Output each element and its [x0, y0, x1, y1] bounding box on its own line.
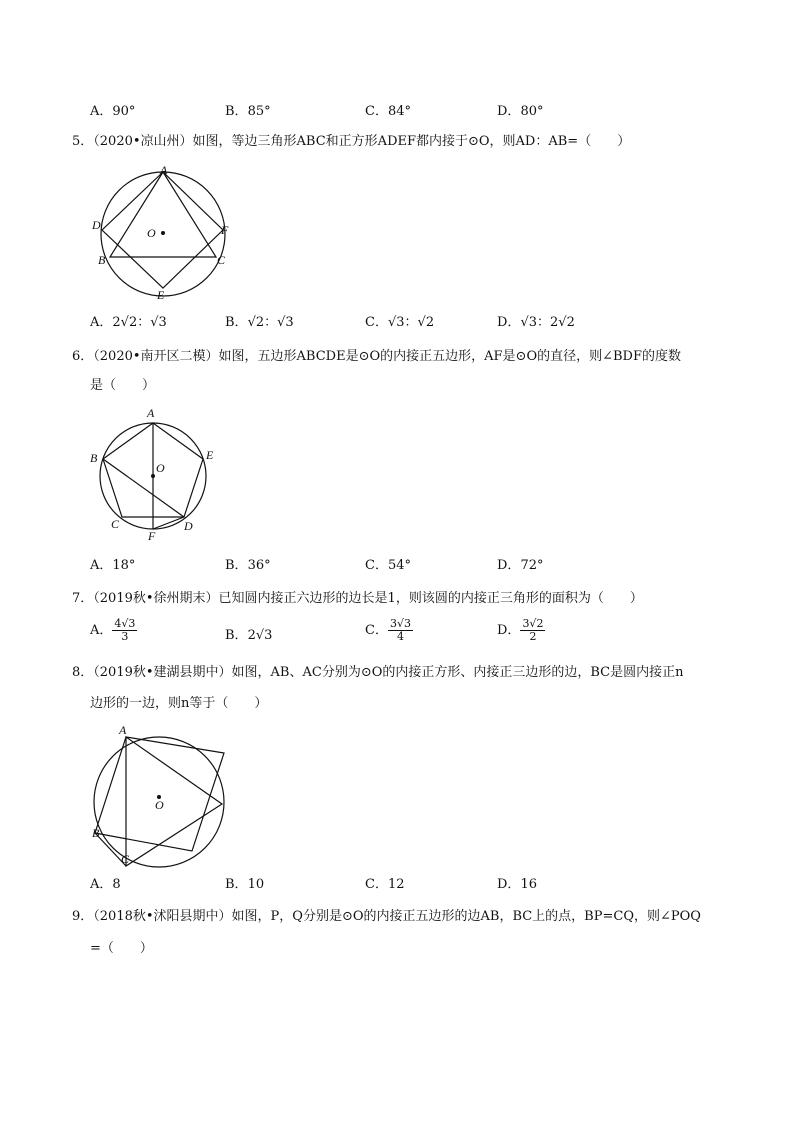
q6-option-b: B．36°	[225, 558, 271, 573]
q6-option-a: A．18°	[90, 558, 136, 573]
q8-label-b: B	[92, 826, 100, 840]
q6-stem-line2: 是（ ）	[90, 378, 156, 393]
q5-number: 5．	[72, 134, 94, 149]
q8-option-a: A．8	[90, 877, 121, 892]
q8-label-a: A	[119, 723, 127, 737]
q8-label-o: O	[155, 798, 164, 812]
q9-stem-line2: =（ ）	[90, 941, 153, 956]
q5-label-b: B	[98, 253, 106, 267]
q6-option-c: C．54°	[365, 558, 411, 573]
q6-label-f: F	[148, 529, 156, 543]
q7-option-b: B．2√3	[225, 628, 273, 643]
q6-label-e: E	[206, 448, 214, 462]
q7-option-c: C． $\frac{3√3}{4}$	[365, 617, 411, 643]
q6-option-d: D．72°	[497, 558, 544, 573]
q5-label-a: A	[160, 163, 168, 177]
q9-stem-line1: 9．（2018秋•沭阳县期中）如图，P，Q分别是⊙O的内接正五边形的边AB，BC上的点，BP=CQ，则∠POQ	[72, 909, 701, 924]
q5-label-c: C	[217, 253, 226, 267]
q8-option-d: D．16	[497, 877, 537, 892]
q6-label-a: A	[147, 406, 155, 420]
q8-option-c: C．12	[365, 877, 405, 892]
q8-stem-line1: 8．（2019秋•建湖县期中）如图，AB、AC分别为⊙O的内接正方形、内接正三边形的边，BC是圆内接正n	[72, 665, 684, 680]
q6-label-c: C	[111, 517, 120, 531]
q8-diagram	[86, 720, 236, 868]
q8-stem-line2: 边形的一边，则n等于（ ）	[90, 696, 268, 711]
q5-option-b: B．√2：√3	[225, 315, 294, 330]
q5-source: （2020•凉山州）	[93, 134, 193, 149]
q7-option-d: D． $\frac{3√2}{2}$	[497, 617, 544, 643]
q5-text: 如图，等边三角形ABC和正方形ADEF都内接于⊙O，则AD：AB=（ ）	[192, 134, 631, 149]
q5-option-d: D．√3：2√2	[497, 315, 575, 330]
q5-stem	[72, 134, 630, 150]
q6-label-d: D	[184, 519, 193, 533]
q8-option-b: B．10	[225, 877, 265, 892]
q6-diagram	[86, 404, 226, 544]
q5-label-e: E	[157, 288, 165, 302]
q5-option-a: A．2√2：√3	[90, 315, 167, 330]
q5-diagram	[88, 160, 248, 305]
q6-label-o: O	[156, 461, 165, 475]
q4-option-a: A．90°	[90, 104, 136, 119]
q5-label-d: D	[92, 218, 101, 232]
q4-option-c: C．84°	[365, 104, 411, 119]
q5-label-f: F	[221, 223, 229, 237]
q6-label-b: B	[90, 451, 98, 465]
q5-label-o: O	[147, 226, 156, 240]
q8-label-c: C	[121, 852, 130, 866]
q7-stem: 7．（2019秋•徐州期末）已知圆内接正六边形的边长是1，则该圆的内接正三角形的面积为（ ）	[72, 591, 643, 606]
q4-option-b: B．85°	[225, 104, 271, 119]
q7-option-a: A． $\frac{4√3}{3}$	[90, 617, 136, 643]
q6-stem-line1: 6．（2020•南开区二模）如图，五边形ABCDE是⊙O的内接正五边形，AF是⊙O的直径，则∠BDF的度数	[72, 349, 681, 364]
q4-option-d: D．80°	[497, 104, 544, 119]
q5-option-c: C．√3：√2	[365, 315, 435, 330]
